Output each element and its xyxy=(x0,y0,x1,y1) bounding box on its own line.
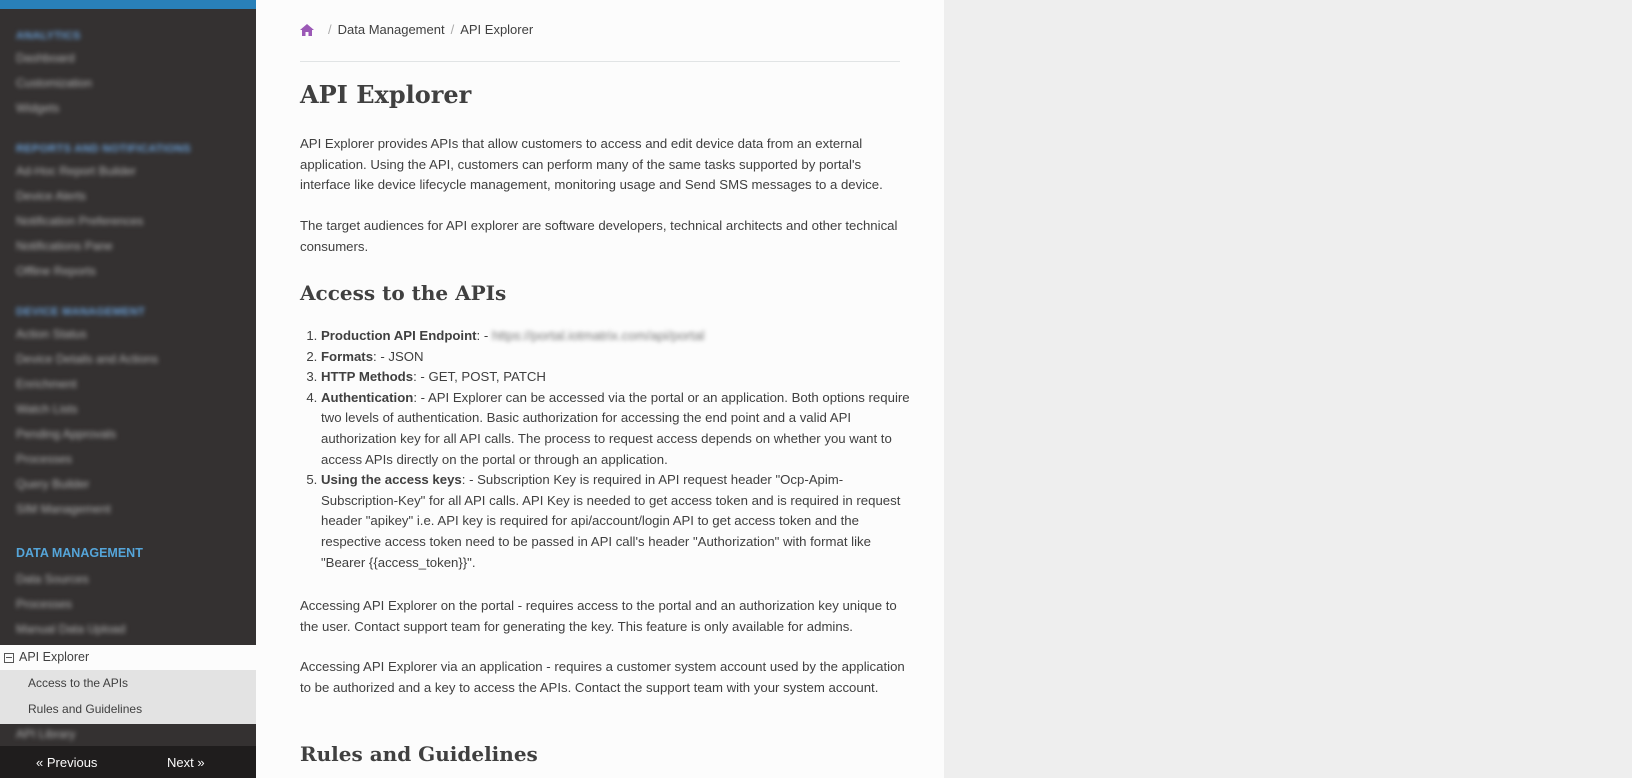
sidebar-item[interactable]: Query Builder xyxy=(16,477,90,491)
sidebar-item[interactable]: Processes xyxy=(16,597,73,611)
sidebar-section-reports xyxy=(0,139,256,284)
empty-right-pane xyxy=(944,0,1632,778)
sidebar-item-api-library[interactable]: API Library xyxy=(16,727,76,741)
page-title: API Explorer xyxy=(300,80,472,109)
sidebar-item[interactable]: SIM Management xyxy=(16,502,111,516)
breadcrumb-separator: / xyxy=(328,22,332,37)
sidebar-item[interactable]: Data Sources xyxy=(16,572,89,586)
sidebar-subitem-rules[interactable]: Rules and Guidelines xyxy=(28,702,143,716)
sidebar-top-bar xyxy=(0,0,256,9)
sidebar-item[interactable]: Widgets xyxy=(16,101,60,115)
sidebar-item[interactable]: Manual Data Upload xyxy=(16,622,126,636)
sidebar-item[interactable]: Offline Reports xyxy=(16,264,96,278)
list-item-text: : - xyxy=(476,328,492,343)
list-item-label: Authentication xyxy=(321,389,414,405)
sidebar-item[interactable]: Action Status xyxy=(16,327,87,341)
sidebar-item-api-explorer[interactable] xyxy=(0,645,256,670)
sidebar-section-title: ANALYTICS xyxy=(16,30,81,42)
sidebar-subitem-access[interactable]: Access to the APIs xyxy=(28,676,129,690)
sidebar-section-analytics xyxy=(0,26,256,121)
sidebar-section-data-management xyxy=(0,539,256,642)
sidebar-section-device-management xyxy=(0,302,256,522)
next-link[interactable]: Next » xyxy=(167,754,205,770)
application-access-paragraph: Accessing API Explorer via an application - requires a customer system account used by the application to be authorized and a key to access the APIs. Contact the support team with your system account. xyxy=(300,659,905,695)
footer-navigation xyxy=(0,746,256,778)
section-heading-rules: Rules and Guidelines xyxy=(300,742,538,766)
sidebar-section-title: DATA MANAGEMENT xyxy=(16,546,143,560)
home-icon[interactable] xyxy=(300,24,314,36)
breadcrumb-section-link[interactable]: Data Management xyxy=(337,22,445,37)
breadcrumb-current: API Explorer xyxy=(460,22,534,37)
list-item-text: : - JSON xyxy=(373,348,424,364)
sidebar-item[interactable]: Watch Lists xyxy=(16,402,78,416)
intro-paragraph: API Explorer provides APIs that allow customers to access and edit device data from an external application. Using the API, customers can perform many of the same tasks supported by portal's interface like device lifecycle management, monitoring usage and Send SMS messages to a device. xyxy=(300,136,883,193)
sidebar-item[interactable]: Ad-Hoc Report Builder xyxy=(16,164,137,178)
sidebar-item[interactable]: Notification Preferences xyxy=(16,214,144,228)
sidebar-section-title: DEVICE MANAGEMENT xyxy=(16,306,146,318)
main-content xyxy=(256,0,944,778)
list-item-label: Using the access keys xyxy=(321,472,462,488)
sidebar-item[interactable]: Notifications Pane xyxy=(16,239,113,253)
sidebar-item[interactable]: Dashboard xyxy=(16,51,75,65)
sidebar-item-label: API Explorer xyxy=(19,650,90,664)
list-item xyxy=(321,367,915,388)
section-heading-access: Access to the APIs xyxy=(300,281,507,305)
audience-paragraph: The target audiences for API explorer are software developers, technical architects and other technical consumers. xyxy=(300,218,898,254)
list-item xyxy=(321,388,915,470)
list-item-text: : - API Explorer can be accessed via the portal or an application. Both options require two levels of authentication. Basic authorization for accessing the end point and a valid API authorization key for all API calls. The process to request access depends on whether you want to access APIs directly on the portal or through an application. xyxy=(321,389,910,467)
sidebar-item[interactable]: Device Alerts xyxy=(16,189,87,203)
sidebar xyxy=(0,0,256,778)
list-item-text: : - GET, POST, PATCH xyxy=(413,369,546,385)
sidebar-item[interactable]: Device Details and Actions xyxy=(16,352,159,366)
list-item xyxy=(321,326,915,347)
list-item-label: Formats xyxy=(321,348,374,364)
divider xyxy=(300,61,900,62)
list-item xyxy=(321,347,915,368)
sidebar-section-title: REPORTS AND NOTIFICATIONS xyxy=(16,143,191,155)
sidebar-item[interactable]: Processes xyxy=(16,452,73,466)
sidebar-item[interactable]: Enrichment xyxy=(16,377,77,391)
sidebar-item[interactable]: Pending Approvals xyxy=(16,427,117,441)
breadcrumb-separator: / xyxy=(450,22,455,37)
list-item-label: HTTP Methods xyxy=(321,369,414,385)
list-item-label: Production API Endpoint xyxy=(321,328,477,343)
collapse-toggle-icon[interactable] xyxy=(4,653,14,663)
previous-link[interactable]: « Previous xyxy=(36,754,98,770)
sidebar-current-group xyxy=(0,645,256,724)
endpoint-url: https://portal.iotmatrix.com/api/portal xyxy=(491,328,705,343)
list-item-text: : - Subscription Key is required in API request header "Ocp-Apim-Subscription-Key" for all API calls. API Key is needed to get access token and is required in request header "apikey" i.e. API key is required for api/account/login API to get access token and the respective access token need to be passed in API call's header "Authorization" with format like "Bearer {{access_token}}". xyxy=(321,472,901,570)
breadcrumb xyxy=(300,22,533,37)
sidebar-item[interactable]: Customization xyxy=(16,76,93,90)
portal-access-paragraph: Accessing API Explorer on the portal - requires access to the portal and an authorization key unique to the user. Contact support team for generating the key. This feature is only available for admins. xyxy=(300,598,897,634)
list-item xyxy=(321,470,915,573)
access-list xyxy=(300,326,915,573)
